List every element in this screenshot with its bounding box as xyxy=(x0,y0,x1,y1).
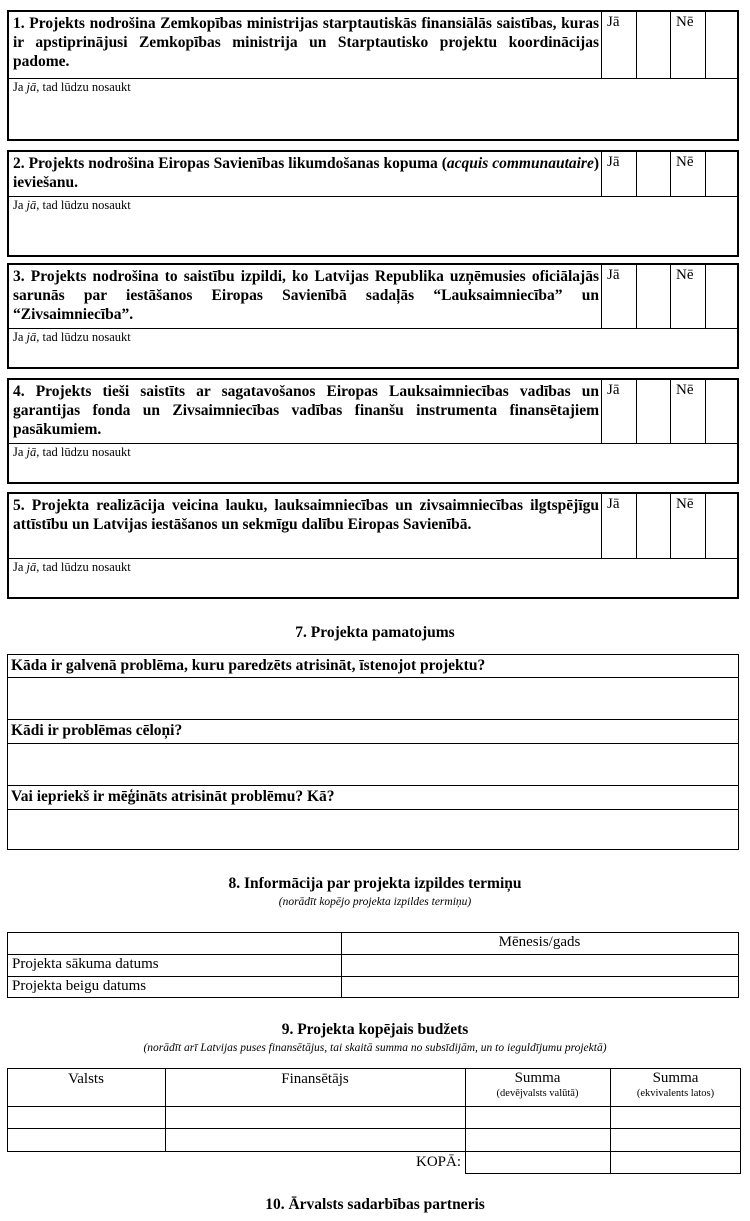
start-date-field[interactable] xyxy=(342,955,738,976)
no-label: Nē xyxy=(676,154,694,170)
col-header-funder: Finansētājs xyxy=(281,1071,349,1087)
question-text: 5. Projekta realizācija veicina lauku, lauksaimniecības un zivsaimniecības ilgtspējīgu attīstību un Latvijas iestāšanos un sekmīgu dalību Eiropas Savienībā. xyxy=(13,497,600,533)
no-label: Nē xyxy=(676,14,694,30)
col-header-country: Valsts xyxy=(68,1071,104,1087)
question-block-3 xyxy=(7,263,739,369)
budget-table xyxy=(7,1068,741,1174)
budget-row[interactable] xyxy=(8,1107,740,1128)
answer-field[interactable] xyxy=(9,78,737,139)
month-year-header: Mēnesis/gads xyxy=(498,934,581,950)
yes-label: Jā xyxy=(607,14,620,30)
section-8-note: (norādīt kopējo projekta izpildes termiņu) xyxy=(278,896,472,908)
col-header-sum-lats: Summa (ekvivalents latos) xyxy=(636,1070,715,1099)
budget-row[interactable] xyxy=(8,1129,740,1151)
total-label: KOPĀ: xyxy=(415,1154,461,1170)
total-sum-lats-field[interactable] xyxy=(611,1153,740,1173)
question-causes: Kādi ir problēmas cēloņi? xyxy=(11,722,183,739)
previous-attempts-field[interactable] xyxy=(8,810,738,849)
question-block-5 xyxy=(7,492,739,599)
answer-label: Ja jā, tad lūdzu nosaukt xyxy=(13,80,131,94)
no-checkbox[interactable] xyxy=(706,380,739,443)
question-block-1 xyxy=(7,10,739,141)
col-header-sum-currency: Summa (devējvalsts valūtā) xyxy=(496,1070,579,1099)
yes-checkbox[interactable] xyxy=(637,494,670,558)
total-sum-currency-field[interactable] xyxy=(466,1153,610,1173)
question-block-2 xyxy=(7,150,739,257)
causes-field[interactable] xyxy=(8,744,738,785)
answer-field[interactable] xyxy=(9,196,737,255)
no-label: Nē xyxy=(676,382,694,398)
justification-table xyxy=(7,654,739,850)
question-text: 2. Projekts nodrošina Eiropas Savienības likumdošanas kopuma (acquis communautaire) ieviešanu. xyxy=(13,155,600,191)
yes-checkbox[interactable] xyxy=(637,152,670,196)
question-block-4 xyxy=(7,378,739,484)
yes-label: Jā xyxy=(607,154,620,170)
answer-field[interactable] xyxy=(9,558,737,597)
question-main-problem: Kāda ir galvenā problēma, kuru paredzēts atrisināt, īstenojot projektu? xyxy=(11,657,486,674)
end-date-field[interactable] xyxy=(342,977,738,997)
answer-label: Ja jā, tad lūdzu nosaukt xyxy=(13,198,131,212)
answer-label: Ja jā, tad lūdzu nosaukt xyxy=(13,330,131,344)
no-checkbox[interactable] xyxy=(706,152,739,196)
answer-label: Ja jā, tad lūdzu nosaukt xyxy=(13,560,131,574)
section-8-title: 8. Informācija par projekta izpildes termiņu xyxy=(228,875,522,892)
end-date-label: Projekta beigu datums xyxy=(12,978,147,994)
section-9-title: 9. Projekta kopējais budžets xyxy=(281,1021,469,1038)
question-text: 1. Projekts nodrošina Zemkopības ministrijas starptautiskās finansiālās saistības, kuras ir apstiprinājusi Zemkopības ministrija un Starptautisko projektu koordinācijas padome. xyxy=(13,15,599,70)
yes-label: Jā xyxy=(607,496,620,512)
question-previous-attempts: Vai iepriekš ir mēģināts atrisināt problēmu? Kā? xyxy=(11,788,335,805)
section-7-title: 7. Projekta pamatojums xyxy=(295,624,455,641)
timeline-table xyxy=(7,932,739,998)
yes-label: Jā xyxy=(607,382,620,398)
no-checkbox[interactable] xyxy=(706,12,739,78)
question-text: 3. Projekts nodrošina to saistību izpildi, ko Latvijas Republika uzņēmusies oficiālajās sarunās par iestāšanos Eiropas Savienībā sadaļās “Lauksaimniecība” un “Zivsaimniecība”. xyxy=(13,268,599,323)
answer-label: Ja jā, tad lūdzu nosaukt xyxy=(13,445,131,459)
section-9-note: (norādīt arī Latvijas puses finansētājus, tai skaitā summa no subsīdijām, un to ieguldījumu projektā) xyxy=(143,1042,607,1054)
section-10-title: 10. Ārvalsts sadarbības partneris xyxy=(265,1196,485,1213)
no-label: Nē xyxy=(676,267,694,283)
answer-field[interactable] xyxy=(9,443,737,482)
start-date-label: Projekta sākuma datums xyxy=(12,956,159,972)
yes-checkbox[interactable] xyxy=(637,265,670,328)
no-checkbox[interactable] xyxy=(706,494,739,558)
no-checkbox[interactable] xyxy=(706,265,739,328)
no-label: Nē xyxy=(676,496,694,512)
question-text: 4. Projekts tieši saistīts ar sagatavošanos Eiropas Lauksaimniecības vadības un garantijas fonda un Zivsaimniecības vadības finanšu instrumenta finansētajiem pasākumiem. xyxy=(13,383,599,438)
yes-label: Jā xyxy=(607,267,620,283)
yes-checkbox[interactable] xyxy=(637,12,670,78)
yes-checkbox[interactable] xyxy=(637,380,670,443)
main-problem-field[interactable] xyxy=(8,678,738,719)
answer-field[interactable] xyxy=(9,328,737,367)
